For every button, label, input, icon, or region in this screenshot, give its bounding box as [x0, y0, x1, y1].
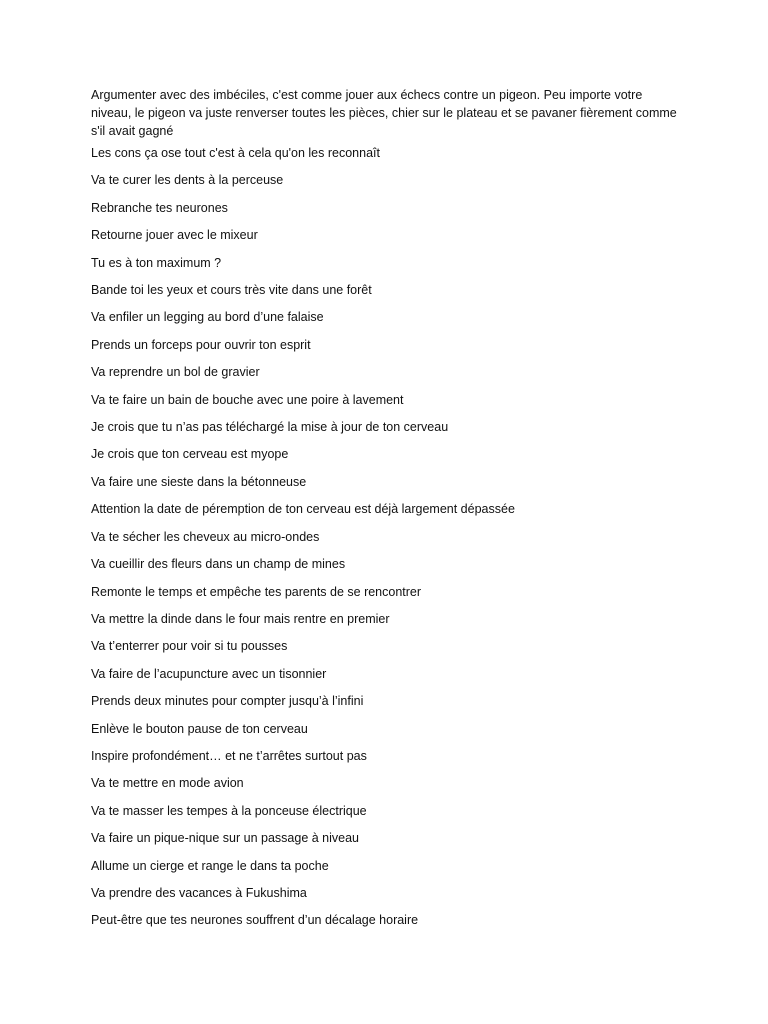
- list-item: Va prendre des vacances à Fukushima: [91, 885, 307, 900]
- list-item: Allume un cierge et range le dans ta poche: [91, 858, 329, 873]
- list-item: Va te faire un bain de bouche avec une poire à lavement: [91, 392, 404, 407]
- list-item: Je crois que tu n’as pas téléchargé la mise à jour de ton cerveau: [91, 420, 449, 435]
- list-item: Prends un forceps pour ouvrir ton esprit: [91, 337, 311, 352]
- list-item: Va faire de l’acupuncture avec un tisonnier: [91, 666, 327, 681]
- list-item: Inspire profondément… et ne t’arrêtes surtout pas: [91, 748, 367, 763]
- list-item: Enlève le bouton pause de ton cerveau: [91, 721, 308, 736]
- list-item: Rebranche tes neurones: [91, 200, 228, 215]
- list-item: Va te sécher les cheveux au micro-ondes: [91, 529, 320, 544]
- list-item: Peut-être que tes neurones souffrent d’un décalage horaire: [91, 913, 419, 928]
- list-item: Va enfiler un legging au bord d’une falaise: [91, 310, 324, 325]
- list-item: Prends deux minutes pour compter jusqu’à l’infini: [91, 694, 364, 709]
- list-item: Remonte le temps et empêche tes parents de se rencontrer: [91, 584, 422, 599]
- list-item: Retourne jouer avec le mixeur: [91, 228, 258, 243]
- list-item: Va mettre la dinde dans le four mais rentre en premier: [91, 611, 390, 626]
- list-item: Va te masser les tempes à la ponceuse électrique: [91, 803, 367, 818]
- list-item: Va te mettre en mode avion: [91, 776, 244, 791]
- list-item: Attention la date de péremption de ton cerveau est déjà largement dépassée: [91, 502, 515, 517]
- list-item: Va te curer les dents à la perceuse: [91, 173, 284, 188]
- quote-list: [91, 140, 681, 935]
- intro-paragraph: Argumenter avec des imbéciles, c'est comme jouer aux échecs contre un pigeon. Peu importe votre niveau, le pigeon va juste renverser toutes les pièces, chier sur le plateau et se pavaner fièrement comme s'il avait gagné: [91, 88, 677, 138]
- list-item: Va t’enterrer pour voir si tu pousses: [91, 639, 288, 654]
- list-item: Va cueillir des fleurs dans un champ de mines: [91, 557, 346, 572]
- list-item: Va faire une sieste dans la bétonneuse: [91, 474, 307, 489]
- list-item: Bande toi les yeux et cours très vite dans une forêt: [91, 283, 372, 298]
- document-body: [91, 86, 681, 935]
- list-item: Va reprendre un bol de gravier: [91, 365, 260, 380]
- list-item: Les cons ça ose tout c'est à cela qu'on les reconnaît: [91, 146, 380, 160]
- list-item: Tu es à ton maximum ?: [91, 255, 222, 270]
- list-item: Je crois que ton cerveau est myope: [91, 447, 289, 462]
- list-item: Va faire un pique-nique sur un passage à niveau: [91, 831, 360, 846]
